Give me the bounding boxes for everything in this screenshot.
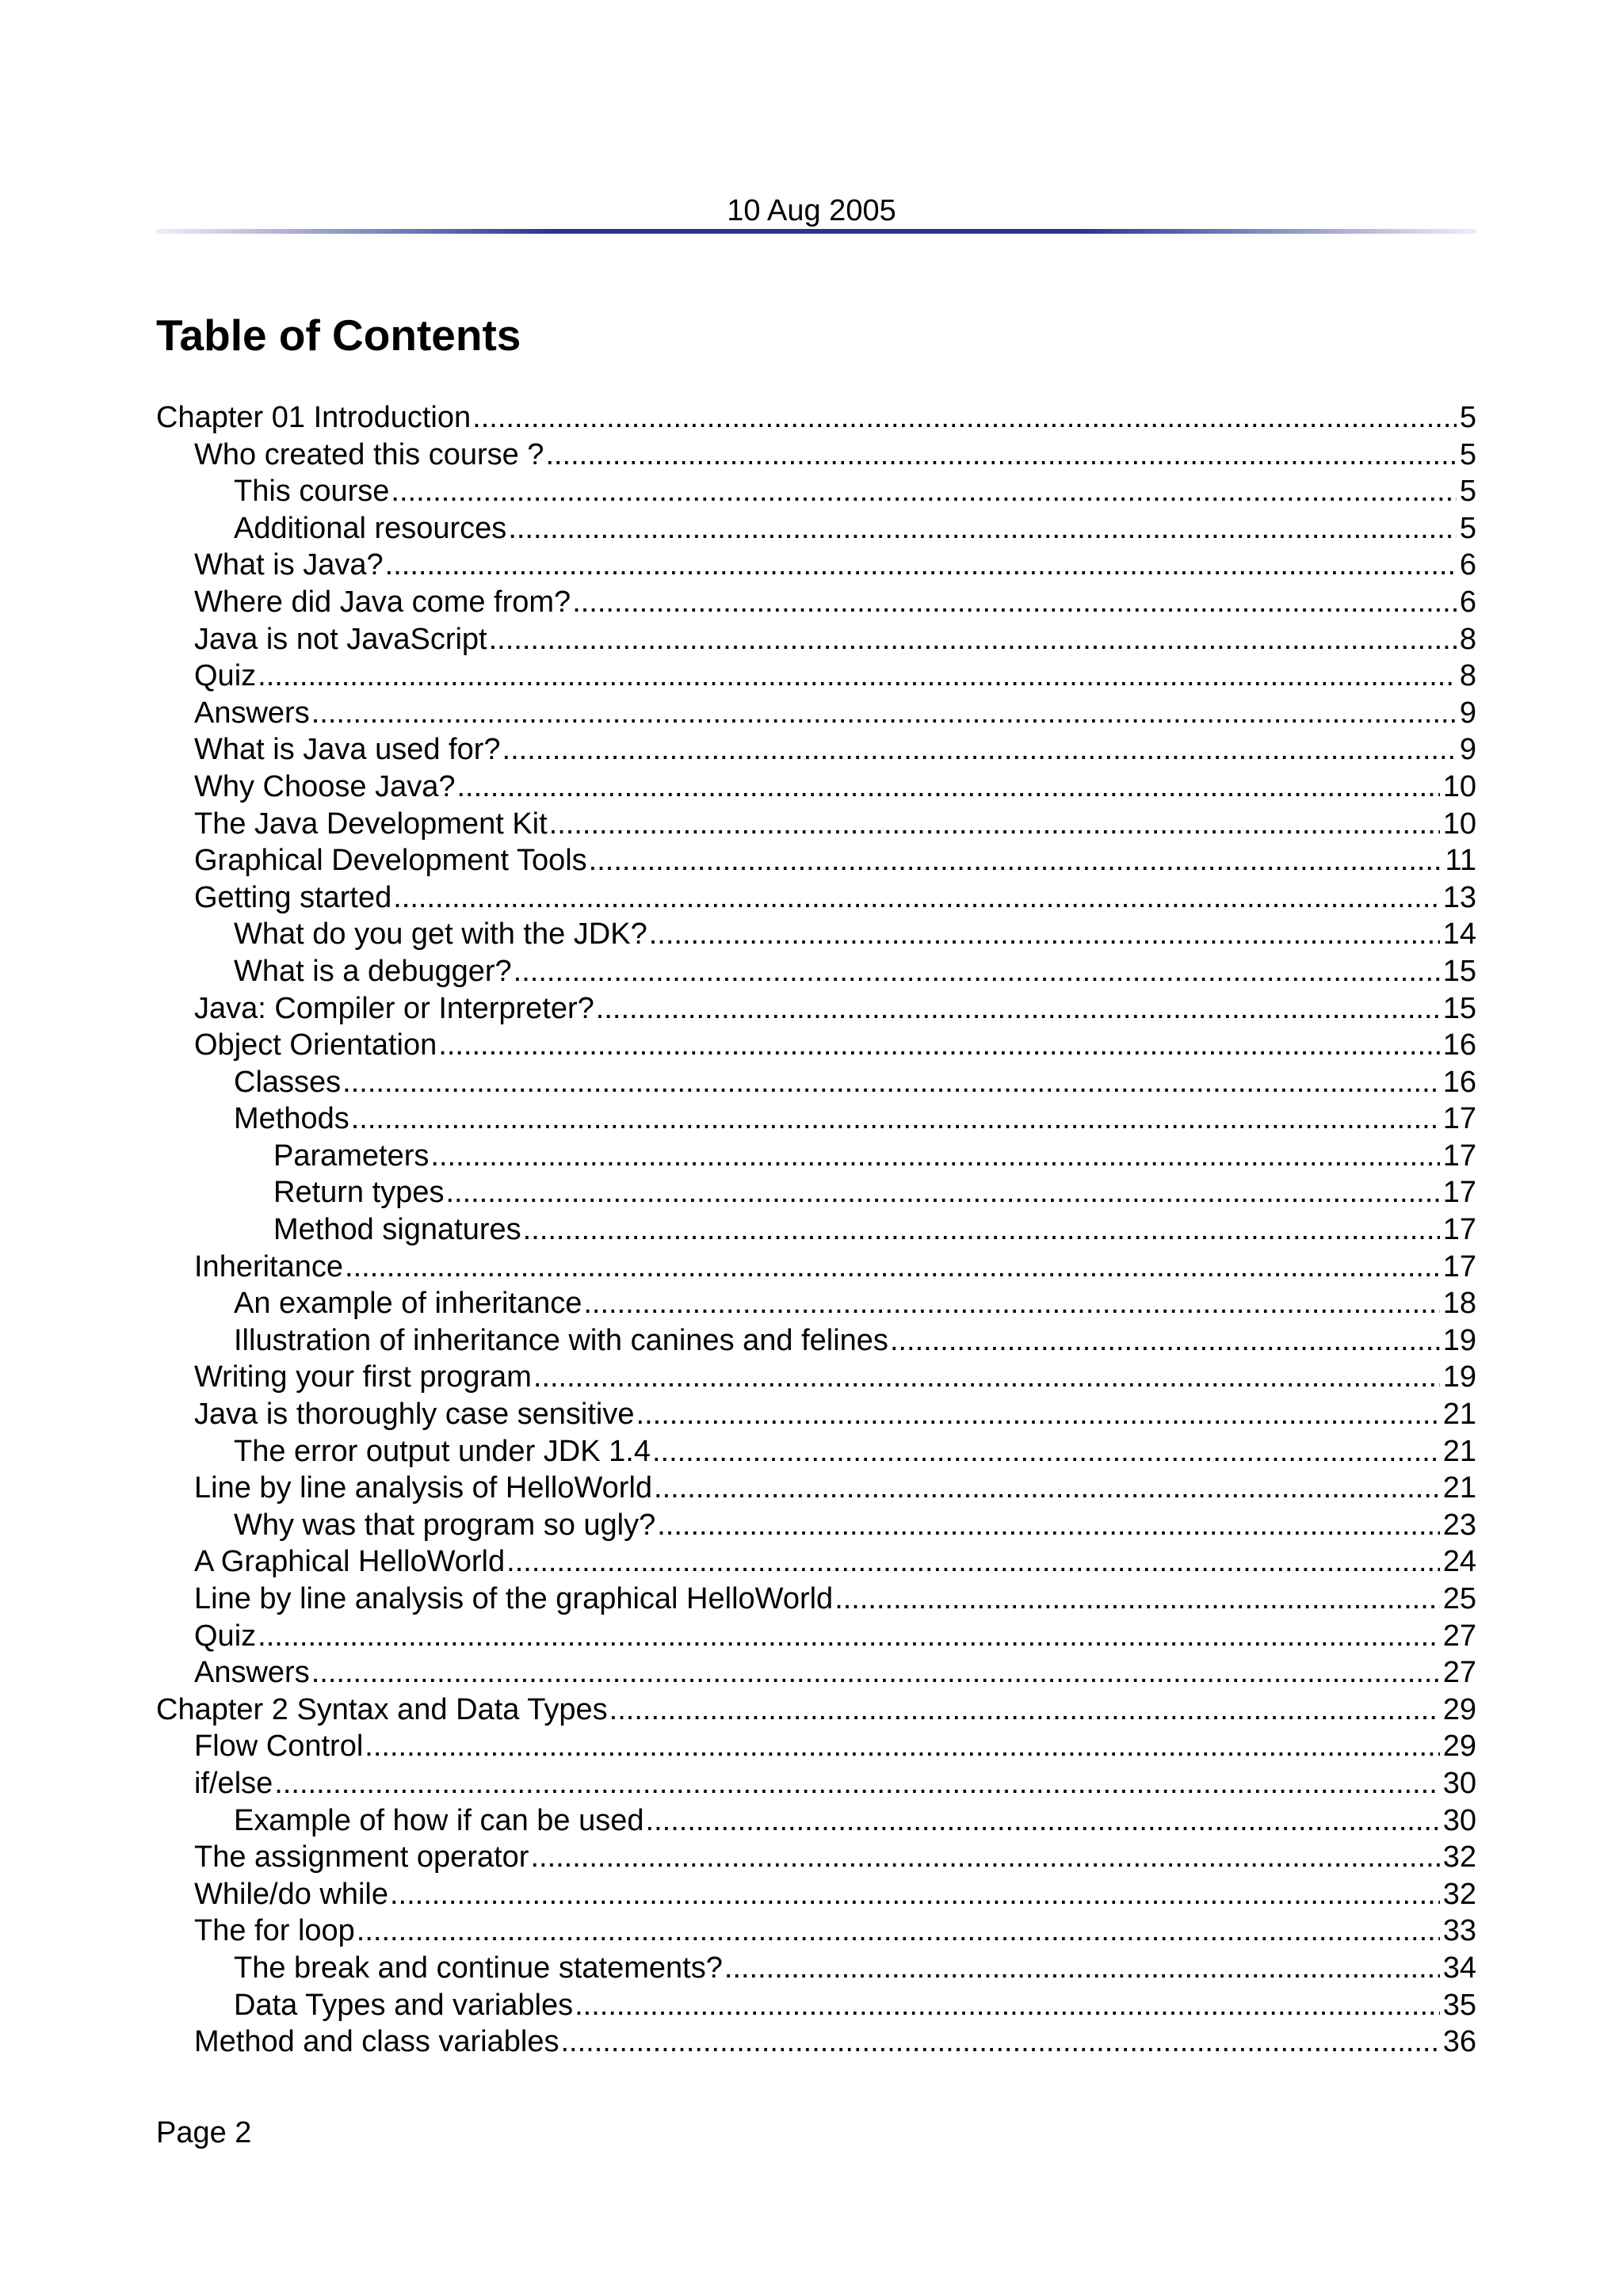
toc-entry[interactable] bbox=[156, 1618, 1476, 1655]
toc-dot-leader bbox=[646, 1802, 1440, 1840]
header-divider bbox=[156, 229, 1476, 234]
toc-entry-title: Writing your first program bbox=[194, 1360, 532, 1394]
toc-dot-leader bbox=[890, 1322, 1440, 1360]
toc-entry[interactable] bbox=[156, 1839, 1476, 1876]
toc-dot-leader bbox=[258, 658, 1457, 695]
toc-entry-title: Why Choose Java? bbox=[194, 769, 456, 803]
toc-dot-leader bbox=[636, 1396, 1440, 1433]
toc-dot-leader bbox=[258, 1618, 1440, 1655]
toc-dot-leader bbox=[351, 1100, 1440, 1138]
toc-entry[interactable] bbox=[156, 695, 1476, 732]
toc-entry-title: Data Types and variables bbox=[234, 1988, 574, 2022]
toc-entry-page-number: 21 bbox=[1442, 1434, 1476, 1468]
toc-entry[interactable] bbox=[156, 1802, 1476, 1840]
toc-entry[interactable] bbox=[156, 731, 1476, 769]
toc-entry[interactable] bbox=[156, 547, 1476, 584]
toc-dot-leader bbox=[393, 879, 1439, 917]
toc-entry-title: The for loop bbox=[194, 1914, 355, 1948]
toc-dot-leader bbox=[508, 510, 1457, 547]
toc-entry-page-number: 17 bbox=[1442, 1249, 1476, 1283]
toc-entry[interactable] bbox=[156, 953, 1476, 990]
toc-entry-page-number: 29 bbox=[1442, 1730, 1476, 1764]
toc-entry[interactable] bbox=[156, 1064, 1476, 1101]
toc-entry-page-number: 23 bbox=[1442, 1508, 1476, 1542]
toc-entry-page-number: 19 bbox=[1442, 1360, 1476, 1394]
toc-entry-page-number: 36 bbox=[1442, 2025, 1476, 2059]
toc-entry-page-number: 15 bbox=[1442, 991, 1476, 1025]
toc-entry-page-number: 8 bbox=[1459, 622, 1476, 656]
toc-entry-title: An example of inheritance bbox=[234, 1287, 582, 1321]
toc-dot-leader bbox=[445, 1174, 1439, 1211]
toc-entry-title: Method and class variables bbox=[194, 2025, 559, 2059]
header-date: 10 Aug 2005 bbox=[727, 194, 896, 227]
toc-dot-leader bbox=[502, 731, 1457, 769]
toc-entry-page-number: 6 bbox=[1459, 585, 1476, 619]
toc-list bbox=[156, 399, 1476, 2061]
toc-dot-leader bbox=[572, 584, 1457, 621]
toc-entry[interactable] bbox=[156, 2023, 1476, 2061]
toc-dot-leader bbox=[654, 1470, 1440, 1507]
toc-entry[interactable] bbox=[156, 1470, 1476, 1507]
toc-entry-title: Line by line analysis of the graphical HelloWorld bbox=[194, 1582, 834, 1615]
toc-entry[interactable] bbox=[156, 510, 1476, 547]
toc-entry-page-number: 17 bbox=[1442, 1176, 1476, 1210]
toc-dot-leader bbox=[560, 2023, 1439, 2061]
toc-dot-leader bbox=[506, 1543, 1440, 1581]
toc-entry-title: Where did Java come from? bbox=[194, 585, 571, 619]
toc-entry[interactable] bbox=[156, 473, 1476, 510]
toc-entry-title: What is Java used for? bbox=[194, 733, 501, 767]
toc-dot-leader bbox=[583, 1285, 1439, 1322]
toc-entry-title: Classes bbox=[234, 1065, 342, 1099]
toc-entry[interactable] bbox=[156, 1174, 1476, 1211]
toc-dot-leader bbox=[523, 1211, 1440, 1249]
toc-entry-title: The error output under JDK 1.4 bbox=[234, 1434, 651, 1468]
toc-entry-page-number: 15 bbox=[1442, 954, 1476, 988]
toc-entry[interactable] bbox=[156, 399, 1476, 437]
toc-dot-leader bbox=[385, 547, 1457, 584]
toc-entry[interactable] bbox=[156, 1913, 1476, 1950]
toc-dot-leader bbox=[365, 1728, 1439, 1765]
toc-entry-title: The assignment operator bbox=[194, 1840, 529, 1875]
toc-entry-title: What is Java? bbox=[194, 548, 384, 582]
toc-entry-page-number: 19 bbox=[1442, 1323, 1476, 1357]
toc-entry-page-number: 27 bbox=[1442, 1619, 1476, 1653]
toc-entry-page-number: 29 bbox=[1442, 1692, 1476, 1726]
toc-dot-leader bbox=[596, 990, 1440, 1028]
toc-entry[interactable] bbox=[156, 1987, 1476, 2024]
toc-entry[interactable] bbox=[156, 437, 1476, 474]
toc-entry-page-number: 18 bbox=[1442, 1287, 1476, 1321]
toc-entry-page-number: 11 bbox=[1445, 844, 1476, 878]
toc-dot-leader bbox=[472, 399, 1457, 437]
toc-entry-page-number: 9 bbox=[1459, 733, 1476, 767]
toc-entry[interactable] bbox=[156, 1100, 1476, 1138]
toc-dot-leader bbox=[311, 695, 1457, 732]
toc-dot-leader bbox=[391, 473, 1456, 510]
toc-entry-page-number: 5 bbox=[1459, 401, 1476, 434]
toc-entry[interactable] bbox=[156, 658, 1476, 695]
toc-entry-title: Method signatures bbox=[273, 1213, 521, 1247]
toc-entry[interactable] bbox=[156, 1433, 1476, 1470]
toc-dot-leader bbox=[514, 953, 1440, 990]
toc-dot-leader bbox=[311, 1654, 1440, 1691]
toc-entry-title: Flow Control bbox=[194, 1730, 364, 1764]
toc-entry-page-number: 10 bbox=[1442, 807, 1476, 841]
toc-entry[interactable] bbox=[156, 1581, 1476, 1618]
toc-entry[interactable] bbox=[156, 1211, 1476, 1249]
toc-dot-leader bbox=[575, 1987, 1440, 2024]
toc-dot-leader bbox=[545, 437, 1456, 474]
toc-entry-page-number: 14 bbox=[1442, 917, 1476, 952]
toc-entry-page-number: 17 bbox=[1442, 1102, 1476, 1136]
toc-entry-page-number: 21 bbox=[1442, 1398, 1476, 1432]
toc-entry-page-number: 33 bbox=[1442, 1914, 1476, 1948]
toc-entry-title: Java: Compiler or Interpreter? bbox=[194, 991, 594, 1025]
toc-dot-leader bbox=[652, 1433, 1440, 1470]
toc-entry-title: This course bbox=[234, 475, 390, 509]
toc-entry-title: Getting started bbox=[194, 880, 392, 914]
toc-entry-title: The break and continue statements? bbox=[234, 1951, 723, 1985]
toc-entry[interactable] bbox=[156, 584, 1476, 621]
toc-dot-leader bbox=[357, 1913, 1440, 1950]
toc-entry-title: While/do while bbox=[194, 1877, 388, 1911]
toc-entry[interactable] bbox=[156, 1876, 1476, 1913]
toc-dot-leader bbox=[834, 1581, 1440, 1618]
toc-entry-title: if/else bbox=[194, 1766, 273, 1800]
toc-entry-page-number: 30 bbox=[1442, 1803, 1476, 1837]
toc-entry-page-number: 16 bbox=[1442, 1065, 1476, 1099]
toc-dot-leader bbox=[489, 621, 1457, 658]
toc-entry-page-number: 35 bbox=[1442, 1988, 1476, 2022]
toc-entry[interactable] bbox=[156, 1654, 1476, 1691]
toc-entry[interactable] bbox=[156, 1728, 1476, 1765]
toc-entry-title: Chapter 2 Syntax and Data Types bbox=[156, 1692, 608, 1726]
toc-entry[interactable] bbox=[156, 1691, 1476, 1729]
toc-dot-leader bbox=[438, 1027, 1439, 1064]
toc-entry-title: Line by line analysis of HelloWorld bbox=[194, 1471, 653, 1505]
toc-entry[interactable] bbox=[156, 916, 1476, 953]
toc-entry-page-number: 5 bbox=[1459, 437, 1476, 471]
toc-entry[interactable] bbox=[156, 769, 1476, 806]
toc-entry-page-number: 13 bbox=[1442, 880, 1476, 914]
toc-entry[interactable] bbox=[156, 1285, 1476, 1322]
toc-entry-page-number: 32 bbox=[1442, 1877, 1476, 1911]
toc-entry-title: A Graphical HelloWorld bbox=[194, 1545, 506, 1579]
toc-entry-page-number: 5 bbox=[1459, 475, 1476, 509]
toc-entry-page-number: 34 bbox=[1442, 1951, 1476, 1985]
toc-entry-page-number: 6 bbox=[1459, 548, 1476, 582]
toc-dot-leader bbox=[657, 1507, 1439, 1544]
toc-entry[interactable] bbox=[156, 842, 1476, 879]
toc-entry-title: Quiz bbox=[194, 1619, 257, 1653]
toc-dot-leader bbox=[649, 916, 1440, 953]
page-title: Table of Contents bbox=[156, 311, 521, 360]
toc-entry[interactable] bbox=[156, 1249, 1476, 1286]
toc-entry[interactable] bbox=[156, 1027, 1476, 1064]
toc-dot-leader bbox=[430, 1138, 1439, 1175]
toc-entry-title: Additional resources bbox=[234, 511, 507, 545]
toc-entry[interactable] bbox=[156, 879, 1476, 917]
toc-entry-title: Inheritance bbox=[194, 1249, 344, 1283]
toc-entry[interactable] bbox=[156, 621, 1476, 658]
toc-entry-page-number: 25 bbox=[1442, 1582, 1476, 1615]
toc-dot-leader bbox=[549, 806, 1440, 843]
toc-dot-leader bbox=[533, 1359, 1440, 1396]
toc-entry[interactable] bbox=[156, 990, 1476, 1028]
toc-entry-page-number: 30 bbox=[1442, 1766, 1476, 1800]
toc-entry-title: Chapter 01 Introduction bbox=[156, 401, 472, 434]
toc-entry-title: Illustration of inheritance with canines and felines bbox=[234, 1323, 888, 1357]
toc-entry-page-number: 27 bbox=[1442, 1656, 1476, 1690]
toc-entry-page-number: 16 bbox=[1442, 1028, 1476, 1062]
toc-dot-leader bbox=[724, 1950, 1440, 1987]
toc-entry[interactable] bbox=[156, 1950, 1476, 1987]
toc-entry-title: Answers bbox=[194, 696, 310, 730]
toc-entry-page-number: 8 bbox=[1459, 659, 1476, 693]
toc-entry-page-number: 24 bbox=[1442, 1545, 1476, 1579]
toc-entry-title: Methods bbox=[234, 1102, 349, 1136]
toc-entry[interactable] bbox=[156, 1359, 1476, 1396]
toc-entry-page-number: 5 bbox=[1459, 511, 1476, 545]
toc-entry-page-number: 17 bbox=[1442, 1213, 1476, 1247]
toc-entry-page-number: 9 bbox=[1459, 696, 1476, 730]
toc-entry[interactable] bbox=[156, 1543, 1476, 1581]
toc-entry[interactable] bbox=[156, 1507, 1476, 1544]
toc-entry-title: Java is thoroughly case sensitive bbox=[194, 1398, 635, 1432]
toc-entry-title: Java is not JavaScript bbox=[194, 622, 487, 656]
toc-entry-title: Answers bbox=[194, 1656, 310, 1690]
toc-dot-leader bbox=[589, 842, 1442, 879]
toc-entry-page-number: 10 bbox=[1442, 769, 1476, 803]
toc-entry-title: Example of how if can be used bbox=[234, 1803, 644, 1837]
toc-entry-title: Who created this course ? bbox=[194, 437, 544, 471]
toc-dot-leader bbox=[530, 1839, 1439, 1876]
toc-entry[interactable] bbox=[156, 1765, 1476, 1802]
toc-dot-leader bbox=[342, 1064, 1440, 1101]
toc-entry-page-number: 17 bbox=[1442, 1138, 1476, 1173]
toc-entry-title: Quiz bbox=[194, 659, 257, 693]
toc-dot-leader bbox=[457, 769, 1440, 806]
toc-entry-page-number: 32 bbox=[1442, 1840, 1476, 1875]
toc-entry-title: Object Orientation bbox=[194, 1028, 437, 1062]
toc-dot-leader bbox=[274, 1765, 1439, 1802]
toc-entry[interactable] bbox=[156, 1138, 1476, 1175]
toc-entry[interactable] bbox=[156, 1322, 1476, 1360]
footer-page-number: Page 2 bbox=[156, 2116, 252, 2149]
toc-entry-title: Why was that program so ugly? bbox=[234, 1508, 656, 1542]
toc-entry-page-number: 21 bbox=[1442, 1471, 1476, 1505]
toc-dot-leader bbox=[390, 1876, 1440, 1913]
toc-dot-leader bbox=[345, 1249, 1440, 1286]
toc-entry-title: Parameters bbox=[273, 1138, 430, 1173]
toc-entry-title: What do you get with the JDK? bbox=[234, 917, 647, 952]
toc-entry-title: The Java Development Kit bbox=[194, 807, 548, 841]
toc-entry[interactable] bbox=[156, 806, 1476, 843]
toc-entry[interactable] bbox=[156, 1396, 1476, 1433]
toc-entry-title: What is a debugger? bbox=[234, 954, 512, 988]
toc-entry-title: Graphical Development Tools bbox=[194, 844, 587, 878]
toc-dot-leader bbox=[609, 1691, 1440, 1729]
toc-entry-title: Return types bbox=[273, 1176, 445, 1210]
